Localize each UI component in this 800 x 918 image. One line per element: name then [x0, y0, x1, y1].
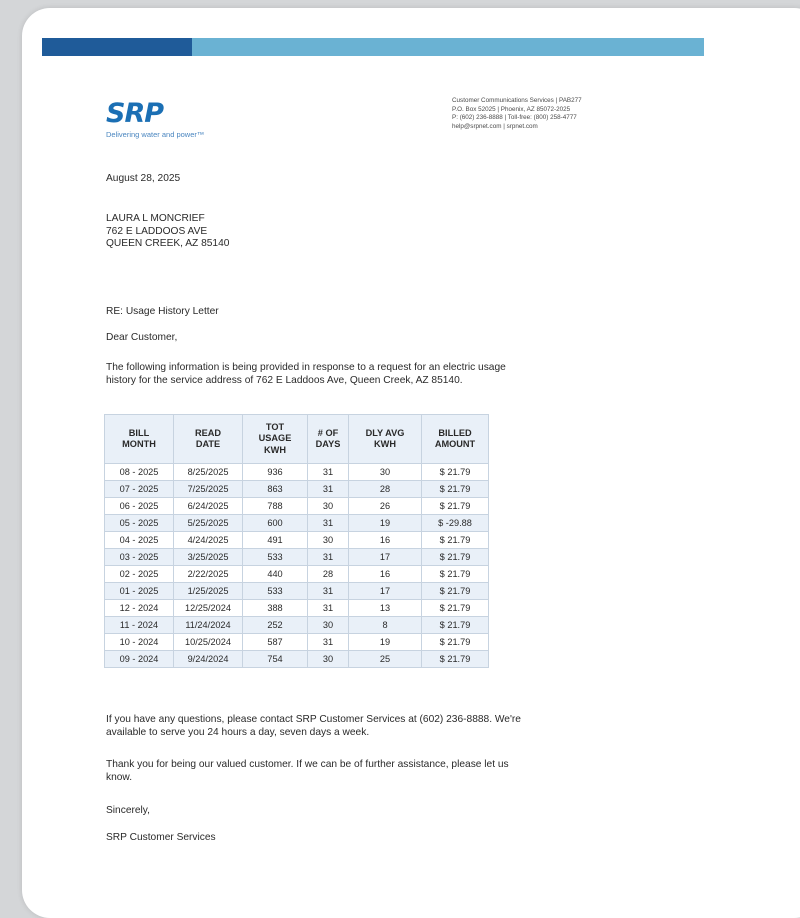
table-cell: 3/25/2025	[174, 549, 243, 566]
table-cell: 31	[308, 600, 349, 617]
usage-history-table	[104, 414, 489, 668]
thanks-line: Thank you for being our valued customer. If we can be of further assistance, please let us	[106, 759, 509, 770]
recipient-address	[106, 213, 229, 251]
table-cell: 05 - 2025	[105, 515, 174, 532]
table-row	[105, 515, 489, 532]
contact-block	[452, 97, 582, 131]
table-cell: 16	[349, 532, 422, 549]
table-cell: 788	[243, 498, 308, 515]
contact-line: help@srpnet.com | srpnet.com	[452, 122, 538, 130]
table-row	[105, 566, 489, 583]
table-cell: 30	[308, 617, 349, 634]
table-cell: 8	[349, 617, 422, 634]
header-total-usage	[243, 415, 308, 464]
header-label-line: TOT	[265, 422, 285, 433]
table-row	[105, 634, 489, 651]
table-cell: 25	[349, 651, 422, 668]
address-line: 762 E LADDOOS AVE	[106, 225, 208, 237]
contact-line: P: (602) 236-8888 | Toll-free: (800) 258-4777	[452, 114, 577, 122]
table-row	[105, 464, 489, 481]
header-label-line: DATE	[195, 439, 221, 449]
table-cell: 28	[349, 481, 422, 498]
header-label-line: BILL	[128, 427, 150, 438]
questions-paragraph	[106, 714, 521, 739]
table-cell: $ 21.79	[422, 634, 489, 651]
table-cell: 31	[308, 549, 349, 566]
header-label-line: KWH	[374, 439, 396, 449]
table-cell: 07 - 2025	[105, 481, 174, 498]
table-cell: 31	[308, 481, 349, 498]
header-label-line: USAGE	[258, 433, 292, 444]
table-cell: 09 - 2024	[105, 651, 174, 668]
table-cell: 11/24/2024	[174, 617, 243, 634]
header-label-line: DAYS	[315, 439, 341, 449]
table-row	[105, 600, 489, 617]
intro-line: The following information is being provided in response to a request for an electric usage	[106, 362, 506, 373]
table-cell: $ 21.79	[422, 532, 489, 549]
table-cell: 533	[243, 549, 308, 566]
thanks-line: know.	[106, 771, 133, 783]
table-cell: 17	[349, 549, 422, 566]
table-row	[105, 481, 489, 498]
contact-line: Customer Communications Services | PAB277	[452, 97, 582, 104]
header-label-line: DLY AVG	[365, 427, 405, 438]
header-label-line: READ	[194, 427, 222, 438]
table-cell: 02 - 2025	[105, 566, 174, 583]
table-cell: 10/25/2024	[174, 634, 243, 651]
table-cell: 08 - 2025	[105, 464, 174, 481]
header-billed-amount	[422, 415, 489, 464]
table-cell: 491	[243, 532, 308, 549]
salutation: Dear Customer,	[106, 332, 178, 343]
header-color-bar	[42, 38, 704, 56]
table-cell: 01 - 2025	[105, 583, 174, 600]
table-body	[105, 464, 489, 668]
header-label-line: MONTH	[122, 439, 156, 449]
table-row	[105, 532, 489, 549]
table-cell: 16	[349, 566, 422, 583]
letter-date: August 28, 2025	[106, 173, 181, 184]
table-row	[105, 498, 489, 515]
table-cell: $ 21.79	[422, 617, 489, 634]
table-cell: 30	[308, 532, 349, 549]
table-cell: 587	[243, 634, 308, 651]
table-cell: 533	[243, 583, 308, 600]
table-cell: $ 21.79	[422, 583, 489, 600]
table-cell: $ 21.79	[422, 566, 489, 583]
header-bar-light-segment	[192, 38, 704, 56]
table-cell: $ 21.79	[422, 549, 489, 566]
subject-line: RE: Usage History Letter	[106, 306, 219, 317]
table-cell: 7/25/2025	[174, 481, 243, 498]
table-cell: 8/25/2025	[174, 464, 243, 481]
table-row	[105, 583, 489, 600]
closing: Sincerely,	[106, 805, 150, 816]
srp-logo	[106, 100, 204, 139]
header-label-line: BILLED	[438, 427, 472, 438]
header-label-line: AMOUNT	[434, 439, 476, 449]
table-cell: 440	[243, 566, 308, 583]
table-row	[105, 617, 489, 634]
table-cell: 19	[349, 634, 422, 651]
table-cell: 19	[349, 515, 422, 532]
intro-line: history for the service address of 762 E Laddoos Ave, Queen Creek, AZ 85140.	[106, 374, 463, 386]
header-label-line: # OF	[317, 427, 339, 438]
header-read-date	[174, 415, 243, 464]
questions-line: available to serve you 24 hours a day, seven days a week.	[106, 726, 370, 738]
table-cell: 03 - 2025	[105, 549, 174, 566]
table-cell: 26	[349, 498, 422, 515]
table-cell: 06 - 2025	[105, 498, 174, 515]
table-cell: 17	[349, 583, 422, 600]
table-cell: $ 21.79	[422, 600, 489, 617]
contact-line: P.O. Box 52025 | Phoenix, AZ 85072-2025	[452, 105, 571, 113]
table-cell: 31	[308, 515, 349, 532]
intro-paragraph	[106, 362, 506, 387]
table-cell: 754	[243, 651, 308, 668]
table-cell: 11 - 2024	[105, 617, 174, 634]
table-cell: 2/22/2025	[174, 566, 243, 583]
letter-page	[22, 8, 800, 918]
table-cell: 863	[243, 481, 308, 498]
header-label-line: KWH	[264, 444, 286, 455]
table-cell: 04 - 2025	[105, 532, 174, 549]
thanks-paragraph	[106, 759, 509, 784]
table-cell: 28	[308, 566, 349, 583]
table-cell: $ 21.79	[422, 481, 489, 498]
address-line: QUEEN CREEK, AZ 85140	[106, 238, 230, 249]
table-cell: 13	[349, 600, 422, 617]
table-cell: $ 21.79	[422, 498, 489, 515]
header-bar-dark-segment	[42, 38, 192, 56]
table-cell: 936	[243, 464, 308, 481]
table-cell: 600	[243, 515, 308, 532]
table-cell: 12/25/2024	[174, 600, 243, 617]
table-cell: 31	[308, 634, 349, 651]
table-cell: 30	[349, 464, 422, 481]
table-cell: 6/24/2025	[174, 498, 243, 515]
table-cell: $ 21.79	[422, 464, 489, 481]
table-cell: 31	[308, 583, 349, 600]
table-cell: 388	[243, 600, 308, 617]
table-cell: 252	[243, 617, 308, 634]
srp-tagline: Delivering water and power™	[106, 130, 205, 139]
header-daily-avg	[349, 415, 422, 464]
table-cell: 9/24/2024	[174, 651, 243, 668]
table-cell: 31	[308, 464, 349, 481]
header-bill-month	[105, 415, 174, 464]
table-cell: 1/25/2025	[174, 583, 243, 600]
address-line: LAURA L MONCRIEF	[106, 213, 205, 224]
table-cell: $ 21.79	[422, 651, 489, 668]
table-cell: 10 - 2024	[105, 634, 174, 651]
table-cell: 30	[308, 498, 349, 515]
table-cell: 12 - 2024	[105, 600, 174, 617]
table-cell: $ -29.88	[422, 515, 489, 532]
table-cell: 5/25/2025	[174, 515, 243, 532]
table-cell: 4/24/2025	[174, 532, 243, 549]
questions-line: If you have any questions, please contact SRP Customer Services at (602) 236-8888. We're	[106, 714, 521, 725]
signature: SRP Customer Services	[106, 832, 216, 843]
table-row	[105, 549, 489, 566]
table-row	[105, 651, 489, 668]
srp-logo-mark: SRP	[106, 98, 164, 129]
table-header-row	[105, 415, 489, 464]
table-cell: 30	[308, 651, 349, 668]
header-num-days	[308, 415, 349, 464]
